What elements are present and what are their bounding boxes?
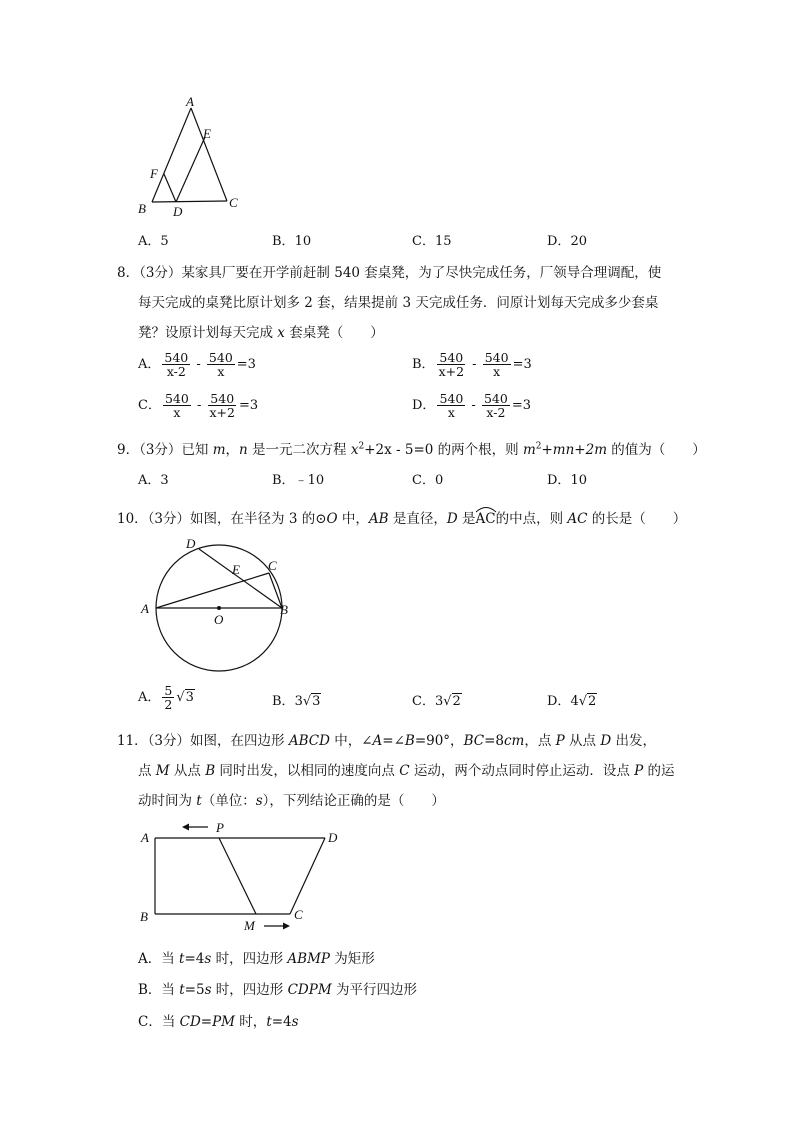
- q10-label-E: E: [232, 562, 240, 577]
- q8-stem-line2: 每天完成的桌凳比原计划多 2 套，结果提前 3 天完成任务．问原计划每天完成多少套桌: [138, 295, 659, 311]
- q7-label-A: A: [186, 94, 194, 109]
- q10-label-A: A: [141, 601, 149, 616]
- q9-option-a: A．3: [138, 473, 169, 488]
- q11-label-B: B: [140, 909, 148, 924]
- q7-option-a: A．5: [138, 234, 169, 249]
- q9-option-c: C．0: [412, 473, 444, 488]
- q11-label-D: D: [328, 830, 338, 845]
- q7-label-E: E: [203, 126, 211, 141]
- q11-option-a: A．当 t=4s 时，四边形 ABMP 为矩形: [138, 951, 375, 967]
- q8-stem-line1: 8．（3分）某家具厂要在开学前赶制 540 套桌凳，为了尽快完成任务，厂领导合理调配，使: [117, 265, 662, 281]
- q7-label-B: B: [138, 201, 146, 216]
- q11-label-M: M: [244, 918, 255, 933]
- q11-option-b: B．当 t=5s 时，四边形 CDPM 为平行四边形: [138, 982, 417, 998]
- q11-label-P: P: [216, 820, 224, 835]
- q10-label-B: B: [280, 602, 288, 617]
- q8-option-c: C． $\frac{540}{x}$ - $\frac{540}{x+2}$ =3: [138, 391, 259, 421]
- q11-stem-line3: 动时间为 t（单位：s），下列结论正确的是（ ）: [138, 793, 445, 809]
- q11-option-c: C．当 CD=PM 时，t=4s: [138, 1014, 299, 1030]
- q7-option-b: B．10: [272, 234, 312, 249]
- q8-stem-line3: 凳？设原计划每天完成 x 套桌凳（ ）: [138, 325, 384, 341]
- q10-option-b: B．3√3: [272, 694, 321, 709]
- q9-stem: 9．（3分）已知 m，n 是一元二次方程 $x^2+2x - 5=0$ 的两个根，则 $m^2+mn+2m$ 的值为（ ）: [117, 441, 706, 458]
- q11-trapezoid-figure: [132, 818, 352, 938]
- q7-triangle-figure: [130, 92, 255, 222]
- q10-circle-figure: [136, 535, 301, 680]
- q7-option-c: C．15: [412, 234, 452, 249]
- q10-label-D: D: [186, 536, 196, 551]
- q7-label-F: F: [150, 166, 158, 181]
- q11-stem-line1: 11．（3分）如图，在四边形 ABCD 中，∠A=∠B=90°，BC=8cm，点 P 从点 D 出发，: [117, 733, 656, 749]
- q7-label-C: C: [229, 195, 238, 210]
- q10-label-C: C: [268, 558, 277, 573]
- q10-option-d: D．4√2: [547, 694, 597, 709]
- q11-label-A: A: [141, 830, 149, 845]
- q10-stem: 10．（3分）如图，在半径为 3 的⊙O 中，AB 是直径，D 是 AC的中点，则 AC 的长是（ ）: [117, 507, 686, 527]
- q11-label-C: C: [294, 907, 303, 922]
- q7-option-d: D．20: [547, 234, 587, 249]
- q9-option-b: B．﹣10: [272, 473, 325, 488]
- q10-option-c: C．3√2: [412, 694, 461, 709]
- q7-label-D: D: [173, 204, 183, 219]
- q8-option-a: A． $\frac{540}{x-2}$ - $\frac{540}{x}$ =3: [138, 350, 256, 380]
- q8-option-b: B． $\frac{540}{x+2}$ - $\frac{540}{x}$ =3: [412, 350, 532, 380]
- q11-stem-line2: 点 M 从点 B 同时出发，以相同的速度向点 C 运动，两个动点同时停止运动．设点 P 的运: [138, 763, 675, 779]
- q10-label-O: O: [214, 612, 224, 627]
- q10-option-a: A． $\frac{5}{2}$ √3: [138, 683, 194, 713]
- q9-option-d: D．10: [547, 473, 587, 488]
- q10-arc-ac: AC: [475, 511, 496, 527]
- q8-option-d: D． $\frac{540}{x}$ - $\frac{540}{x-2}$ =3: [412, 391, 531, 421]
